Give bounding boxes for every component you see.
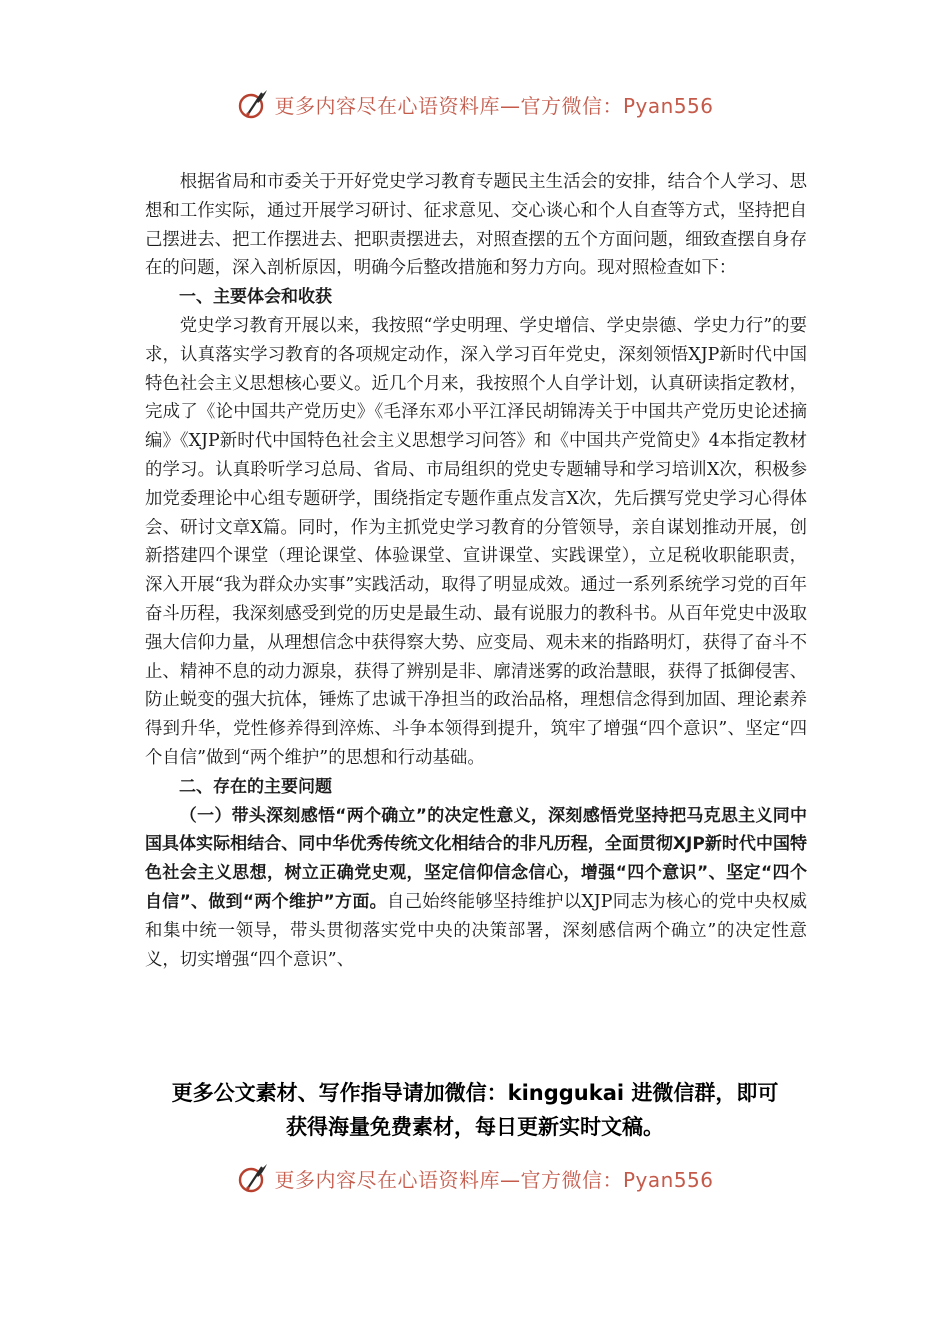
promo-banner <box>0 1076 950 1144</box>
promo-line-1: 更多公文素材、写作指导请加微信：kinggukai 进微信群，即可 <box>171 1081 779 1105</box>
quill-logo-icon <box>236 1161 270 1195</box>
document-body <box>145 168 807 974</box>
promo-line-2: 获得海量免费素材，每日更新实时文稿。 <box>286 1115 664 1139</box>
watermark-text: 更多内容尽在心语资料库—官方微信：Pyan556 <box>274 93 714 118</box>
paragraph-2-lead: （一）带头深刻感悟“两个确立”的决定性意义，深刻感悟党坚持把马克思主义同中国具体实际相结合、同中华优秀传统文化相结合的非凡历程，全面贯彻XJP新时代中国特色社会主义思想，树立正确党史观，坚定信仰信念信心，增强“四个意识”、坚定“四个自信”、做到“两个维护”方面。 <box>145 805 807 912</box>
watermark-footer <box>0 1158 950 1198</box>
paragraph-2 <box>145 802 807 975</box>
watermark-header <box>0 84 950 124</box>
section-heading-1: 一、主要体会和收获 <box>179 287 332 308</box>
intro-paragraph: 根据省局和市委关于开好党史学习教育专题民主生活会的安排，结合个人学习、思想和工作实际，通过开展学习研讨、征求意见、交心谈心和个人自查等方式，坚持把自己摆进去、把工作摆进去、把职责摆进去，对照查摆的五个方面问题，细致查摆自身存在的问题，深入剖析原因，明确今后整改措施和努力方向。现对照检查如下： <box>145 172 807 279</box>
quill-logo-icon <box>236 87 270 121</box>
paragraph-1: 党史学习教育开展以来，我按照“学史明理、学史增信、学史崇德、学史力行”的要求，认真落实学习教育的各项规定动作，深入学习百年党史，深刻领悟XJP新时代中国特色社会主义思想核心要义。近几个月来，我按照个人自学计划，认真研读指定教材，完成了《论中国共产党历史》《毛泽东邓小平江泽民胡锦涛关于中国共产党历史论述摘编》《XJP新时代中国特色社会主义思想学习问答》和《中国共产党简史》4本指定教材的学习。认真聆听学习总局、省局、市局组织的党史专题辅导和学习培训X次，积极参加党委理论中心组专题研学，围绕指定专题作重点发言X次，先后撰写党史学习心得体会、研讨文章X篇。同时，作为主抓党史学习教育的分管领导，亲自谋划推动开展，创新搭建四个课堂（理论课堂、体验课堂、宣讲课堂、实践课堂），立足税收职能职责，深入开展“我为群众办实事”实践活动，取得了明显成效。通过一系列系统学习党的百年奋斗历程，我深刻感受到党的历史是最生动、最有说服力的教科书。从百年党史中汲取强大信仰力量，从理想信念中获得察大势、应变局、观未来的指路明灯，获得了奋斗不止、精神不息的动力源泉，获得了辨别是非、廓清迷雾的政治慧眼，获得了抵御侵害、防止蜕变的强大抗体，锤炼了忠诚干净担当的政治品格，理想信念得到加固、理论素养得到升华，党性修养得到淬炼、斗争本领得到提升，筑牢了增强“四个意识”、坚定“四个自信”做到“两个维护”的思想和行动基础。 <box>145 315 807 768</box>
watermark-text: 更多内容尽在心语资料库—官方微信：Pyan556 <box>274 1167 714 1192</box>
section-heading-2: 二、存在的主要问题 <box>179 776 332 797</box>
paragraph-2-body: 自己始终能够坚持维护以XJP同志为核心的党中央权威和集中统一领导，带头贯彻落实党中央的决策部署，深刻感信两个确立”的决定性意义，切实增强“四个意识”、 <box>145 891 807 970</box>
